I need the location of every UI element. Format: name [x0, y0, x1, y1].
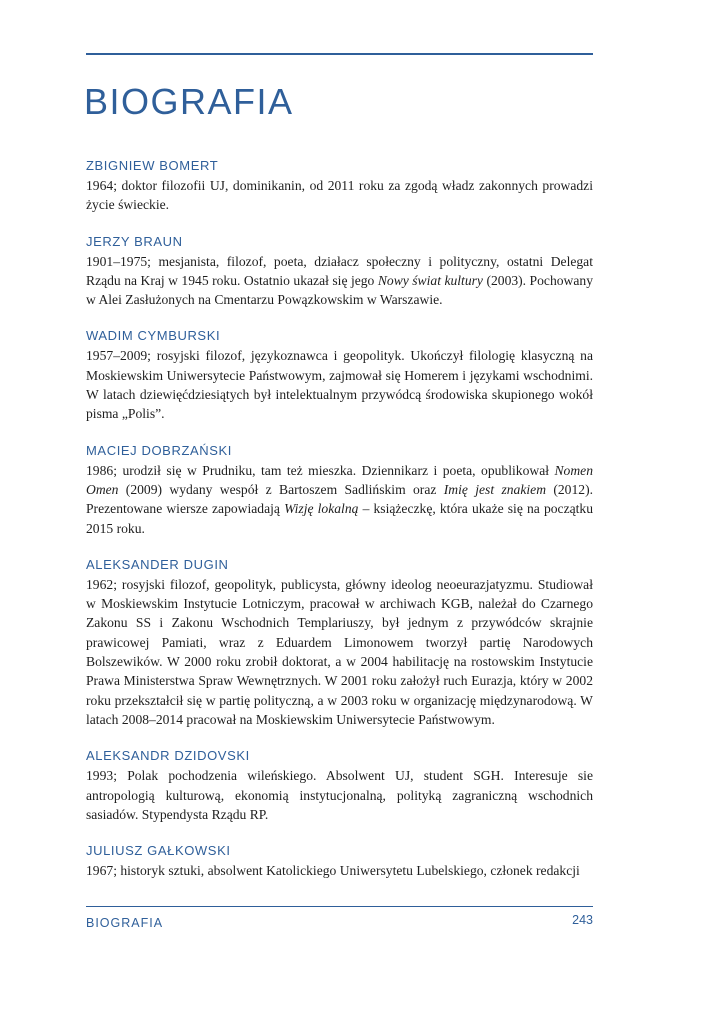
entry-text-segment: 1964; doktor filozofii UJ, dominikanin, od 2011 roku za zgodą władz zakonnych prowadzi życie świeckie. — [86, 178, 593, 213]
biography-entry — [86, 157, 593, 215]
entry-text-segment: 1993; Polak pochodzenia wileńskiego. Absolwent UJ, student SGH. Interesuje sie antropologią kulturową, ekonomią instytucjonalną, polityką zagraniczną wschodnich sasiadów. Stypendysta Rządu RP. — [86, 768, 593, 822]
entry-text — [86, 766, 593, 824]
entry-name: ALEKSANDER DUGIN — [86, 556, 229, 572]
entry-text-segment: 1901–1975; mesjanista, filozof, poeta, działacz społeczny i polityczny, ostatni Delegat Rządu na Kraj w 1945 roku. Ostatnio ukazał się jego — [86, 253, 593, 288]
entry-text-segment: 1962; rosyjski filozof, geopolityk, publicysta, główny ideolog neoeurazjatyzmu. Studiował w Moskiewskim Instytucie Lotniczym, pracował w archiwach KGB, należał do Czarnego Zakonu SS i Zakonu Wschodnich Templariuszy, był jednym z przywódców skrajnie prawicowej Pamiati, wraz z Eduardem Limonowem tworzył partię Narodowych Bolszewików. W 2000 roku zrobił doktorat, a w 2004 habilitację na rostowskim Instytucie Prawa Ministerstwa Spraw Wewnętrznych. W 2001 roku założył ruch Eurazja, który w 2002 roku przekształcił się w partię polityczną, a w 2003 roku w organizację międzynarodową. W latach 2008–2014 pracował na Moskiewskim Uniwersytecie Państwowym. — [86, 576, 593, 727]
entry-text-segment: (2012). Prezentowane wiersze zapowiadają — [86, 481, 593, 517]
entry-text-segment: 1967; historyk sztuki, absolwent Katolickiego Uniwersytetu Lubelskiego, członek redakcji — [86, 863, 580, 879]
entry-text-segment: (2003). Pochowany w Alei Zasłużonych na Cmentarzu Powązkowskim w Warszawie. — [86, 272, 593, 308]
footer-rule — [86, 906, 593, 907]
entry-name: JULIUSZ GAŁKOWSKI — [86, 843, 231, 859]
biography-entry — [86, 233, 593, 310]
entry-name: MACIEJ DOBRZAŃSKI — [86, 442, 232, 458]
entry-title-italic: Wizję lokalną — [284, 501, 359, 517]
entry-name: JERZY BRAUN — [86, 233, 183, 249]
biography-entry — [86, 747, 593, 824]
entry-title-italic: Nowy świat kultury — [377, 272, 483, 288]
entry-text — [86, 861, 593, 880]
entry-text — [86, 176, 593, 215]
biography-entry — [86, 842, 593, 880]
footer-label: BIOGRAFIA — [86, 916, 164, 930]
biography-entry — [86, 556, 593, 729]
page-number: 243 — [572, 913, 593, 927]
entry-text — [86, 575, 593, 729]
entry-name: WADIM CYMBURSKI — [86, 328, 221, 344]
entry-title-italic: Imię jest znakiem — [443, 481, 547, 497]
entry-text-segment: (2009) wydany wespół z Bartoszem Sadlińskim oraz — [118, 481, 444, 497]
entry-title-italic: Nomen Omen — [86, 462, 593, 497]
biography-entry — [86, 327, 593, 423]
page-title: BIOGRAFIA — [84, 81, 294, 122]
biography-entry — [86, 442, 593, 538]
top-rule — [86, 53, 593, 55]
entry-text-segment: 1986; urodził się w Prudniku, tam też mieszka. Dziennikarz i poeta, opublikował — [86, 462, 555, 478]
entry-text — [86, 252, 593, 310]
entry-text-segment: – książeczkę, która ukaże się na początku 2015 roku. — [86, 501, 594, 536]
entry-name: ALEKSANDR DZIDOVSKI — [86, 748, 250, 764]
entry-text — [86, 461, 593, 538]
entry-text-segment: 1957–2009; rosyjski filozof, językoznawca i geopolityk. Ukończył filologię klasyczną na Moskiewskim Uniwersytecie Państwowym, zajmował się Homerem i językami wschodnimi. W latach dziewięćdziesiątych był intelektualnym przywódcą środowiska skupionego wokół pisma „Polis”. — [86, 348, 593, 422]
entry-text — [86, 346, 593, 423]
entry-name: ZBIGNIEW BOMERT — [86, 158, 219, 173]
biography-list — [86, 157, 593, 898]
